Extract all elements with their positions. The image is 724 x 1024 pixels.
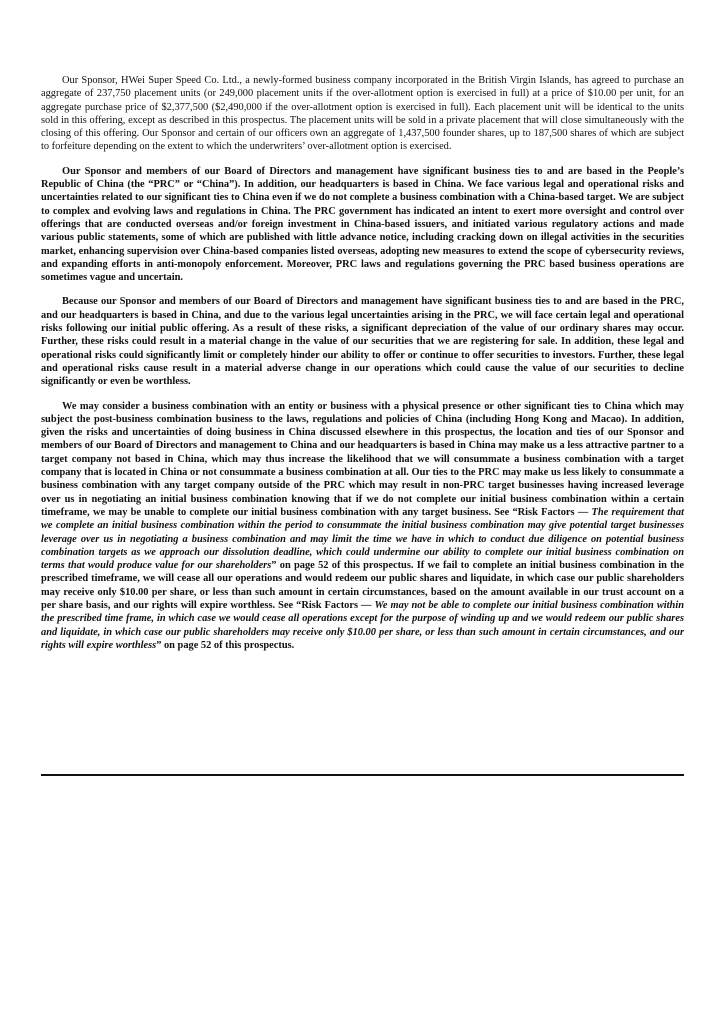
paragraph-china-ties: Our Sponsor and members of our Board of Directors and management have significant business ties to and are based in the People’s Republic of China (the “PRC” or “China”). In addition, our headquarters is based in China. We face various legal and operational risks and uncertainties related to our significant ties to China even if we do not complete a business combination with a China-based target. We are subject to complex and evolving laws and regulations in China. The PRC government has indicated an intent to exert more oversight and control over offerings that are conducted overseas and/or foreign investment in China-based issuers, and initiated various regulatory actions and made various public statements, some of which are published with little advance notice, including cracking down on illegal activities in the securities market, enhancing supervision over China-based companies listed overseas, adopting new measures to extend the scope of cybersecurity reviews, and expanding efforts in anti-monopoly enforcement. Moreover, PRC laws and regulations governing the PRC based business operations are sometimes vague and uncertain. bbox=[41, 165, 684, 284]
text-run: ” on page 52 of this prospectus. If we fail to complete an initial business combination in the prescribed timeframe, we will cease all our operations and would redeem our public shares and liquidate, in which case our public shareholders may receive only $10.00 per share, or less than such amount in certain circumstances, based on the amount available in our trust account on a per share basis, and our rights will expire worthless. See “Risk Factors — bbox=[41, 560, 684, 611]
paragraph-sponsor-placement: Our Sponsor, HWei Super Speed Co. Ltd., a newly-formed business company incorporated in the British Virgin Islands, has agreed to purchase an aggregate of 237,750 placement units (or 249,000 placement units if the over-allotment option is exercised in full) at a price of $10.00 per unit, for an aggregate purchase price of $2,377,500 ($2,490,000 if the over-allotment option is exercised in full). Each placement unit will be identical to the units sold in this offering, except as described in this prospectus. The placement units will be sold in a private placement that will close simultaneously with the closing of this offering. Our Sponsor and certain of our officers own an aggregate of 1,437,500 founder shares, up to 187,500 shares of which are subject to forfeiture depending on the extent to which the underwriters’ over-allotment option is exercised. bbox=[41, 75, 684, 153]
paragraph-business-combination bbox=[41, 400, 684, 653]
risk-factor-title: The requirement that we complete an initial business combination within the period to consummate the initial business combination may give potential target businesses leverage over us in negotiating a business combination and may limit the time we have in which to conduct due diligence on potential business combination targets as we approach our dissolution deadline, which could undermine our ability to complete our initial business combination on terms that would produce value for our shareholders bbox=[41, 506, 685, 572]
paragraph-legal-risks: Because our Sponsor and members of our Board of Directors and management have significant business ties to and are based in the PRC, and our headquarters is based in China, and due to the various legal uncertainties arising in the PRC, we will face certain legal and operational risks following our initial public offering. As a result of these risks, a significant depreciation of the value of our ordinary shares may occur. Further, these risks could result in a material change in the value of our securities that we are registering for sale. In addition, these legal and operational risks could significantly limit or completely hinder our ability to offer or continue to offer securities to investors. Further, these legal and operational risks cause result in a material adverse change in our operations which could cause the value of our securities to decline significantly or even be worthless. bbox=[41, 296, 684, 388]
document-body bbox=[41, 74, 684, 663]
horizontal-rule bbox=[41, 774, 684, 776]
text-run: ” on page 52 of this prospectus. bbox=[156, 639, 295, 651]
risk-factor-title: We may not be able to complete our initial business combination within the prescribed time frame, in which case we would cease all operations except for the purpose of winding up and we would redeem our public shares and liquidate, in which case our public shareholders may receive only $10.00 per share, or less than such amount in certain circumstances, and our rights will expire worthless bbox=[41, 599, 684, 651]
text-run: We may consider a business combination with an entity or business with a physical presence or other significant ties to China which may subject the post-business combination business to the laws, regulations and policies of China (including Hong Kong and Macao). In addition, given the risks and uncertainties of doing business in China discussed elsewhere in this prospectus, the location and ties of our Sponsor and members of our Board of Directors and management to China and our headquarters is based in China may make us a less attractive partner to a target company not based in China, which may thus increase the likelihood that we will consummate a business combination with a target company that is located in China or not consummate a business combination at all. Our ties to the PRC may make us less likely to consummate a business combination with any target company outside of the PRC which may result in non-PRC target businesses having increased leverage over us in negotiating an initial business combination knowing that if we do not complete our initial business combination within a certain timeframe, we may be unable to complete our initial business combination with any target business. See “Risk Factors — bbox=[41, 400, 684, 518]
